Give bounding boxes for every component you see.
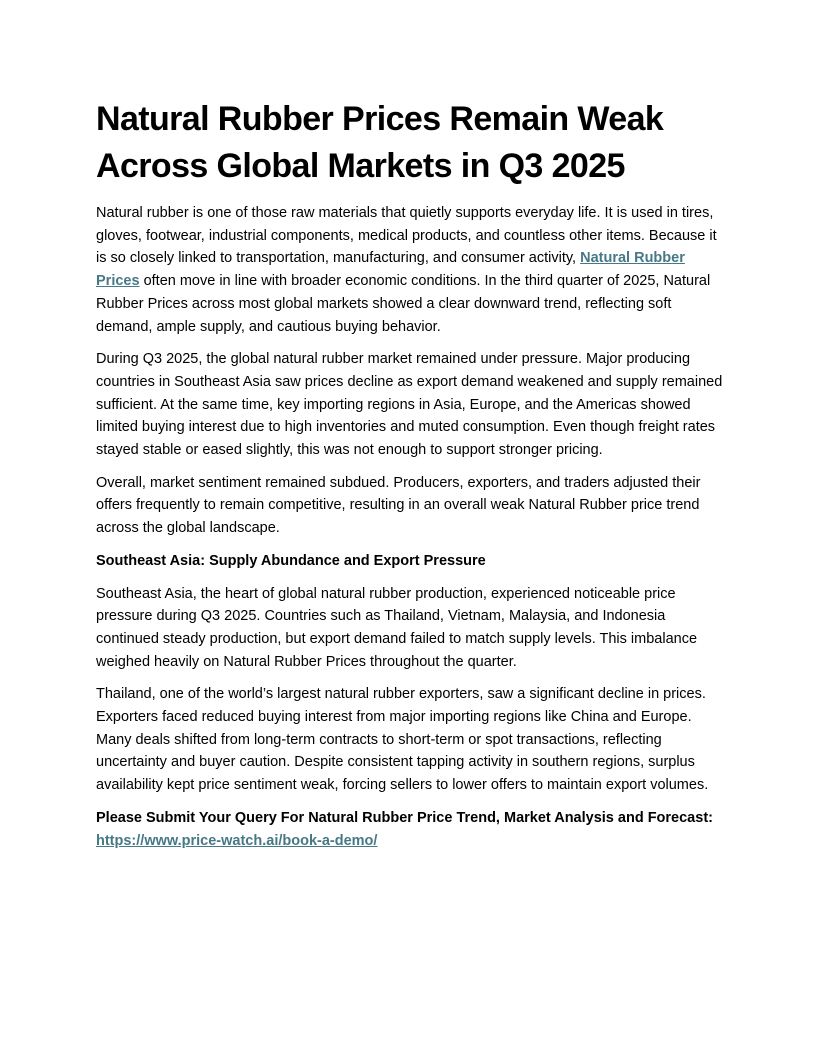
document-page	[96, 96, 724, 862]
thailand-paragraph: Thailand, one of the world’s largest natural rubber exporters, saw a significant decline in prices. Exporters faced reduced buying interest from major importing regions like China and Europe. Many deals shifted from long-term contracts to short-term or spot transactions, reflecting uncertainty and buyer caution. Despite consistent tapping activity in southern regions, surplus availability kept price sentiment weak, forcing sellers to lower offers to maintain export volumes.	[96, 686, 709, 794]
book-demo-link[interactable]: https://www.price-watch.ai/book-a-demo/	[96, 832, 378, 849]
article-title: Natural Rubber Prices Remain Weak Across Global Markets in Q3 2025	[96, 100, 664, 185]
natural-rubber-prices-link[interactable]: Natural Rubber Prices	[96, 250, 685, 290]
intro-text-after-link: often move in line with broader economic conditions. In the third quarter of 2025, Natural Rubber Prices across most global markets showed a clear downward trend, reflecting soft demand, ample supply, and cautious buying behavior.	[96, 273, 711, 335]
section-heading: Southeast Asia: Supply Abundance and Export Pressure	[96, 552, 486, 569]
intro-paragraph	[96, 202, 724, 338]
market-sentiment-paragraph: Overall, market sentiment remained subdued. Producers, exporters, and traders adjusted their offers frequently to remain competitive, resulting in an overall weak Natural Rubber price trend across the global landscape.	[96, 474, 701, 537]
cta-text: Please Submit Your Query For Natural Rubber Price Trend, Market Analysis and Forecast:	[96, 809, 713, 826]
query-cta	[96, 807, 724, 852]
southeast-asia-paragraph: Southeast Asia, the heart of global natural rubber production, experienced noticeable price pressure during Q3 2025. Countries such as Thailand, Vietnam, Malaysia, and Indonesia continued steady production, but export demand failed to match supply levels. This imbalance weighed heavily on Natural Rubber Prices throughout the quarter.	[96, 585, 698, 670]
market-overview-paragraph: During Q3 2025, the global natural rubber market remained under pressure. Major producing countries in Southeast Asia saw prices decline as export demand weakened and supply remained sufficient. At the same time, key importing regions in Asia, Europe, and the Americas showed limited buying interest due to high inventories and muted consumption. Even though freight rates stayed stable or eased slightly, this was not enough to support stronger pricing.	[96, 351, 723, 459]
intro-text-before-link: Natural rubber is one of those raw materials that quietly supports everyday life. It is used in tires, gloves, footwear, industrial components, medical products, and countless other items. Because it is so closely linked to transportation, manufacturing, and consumer activity,	[96, 205, 717, 267]
